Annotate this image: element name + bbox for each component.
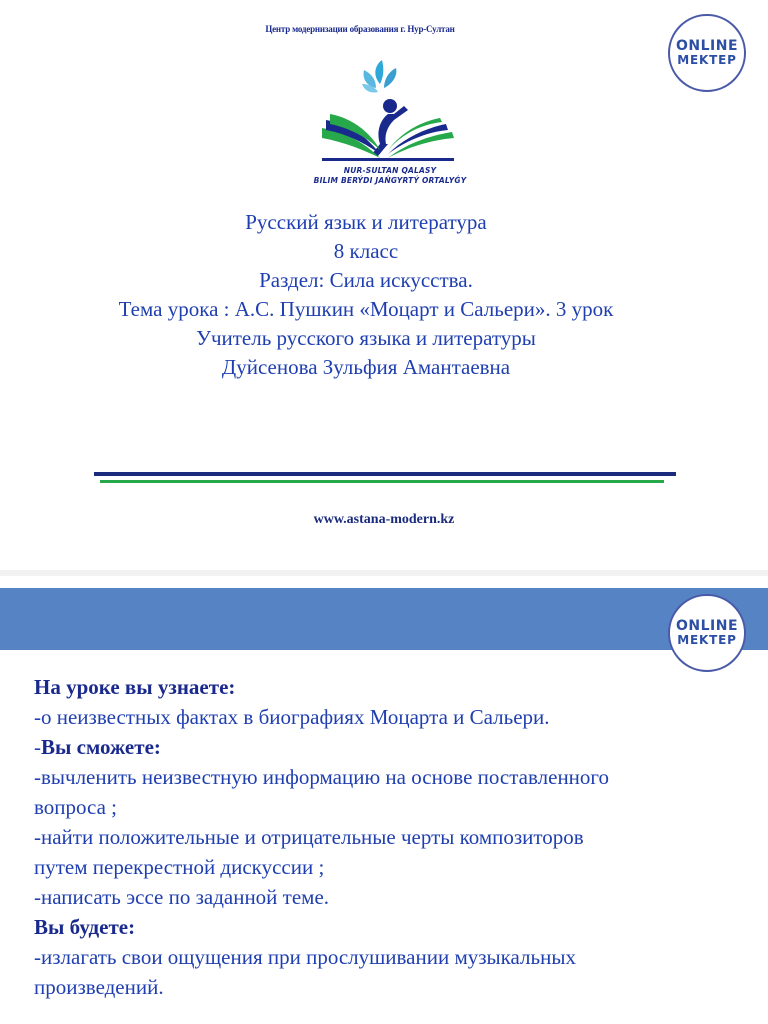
- logo-caption-line1: NUR-SULTAN QALASY: [343, 166, 437, 175]
- will-item-cont: произведений.: [34, 975, 164, 999]
- org-name: Центр модернизации образования г. Нур-Султан: [265, 24, 455, 34]
- learn-item: -о неизвестных фактах в биографиях Моцарта и Сальери.: [34, 705, 550, 729]
- header-band: [0, 588, 768, 650]
- will-item: -излагать свои ощущения при прослушивании музыкальных: [34, 945, 576, 969]
- website-link[interactable]: www.astana-modern.kz: [313, 512, 455, 527]
- badge-line2: MEKTEP: [677, 633, 737, 648]
- will-heading: Вы будете:: [34, 915, 136, 939]
- lesson-title-block: [40, 208, 692, 382]
- logo-caption: [300, 166, 480, 186]
- learn-heading: На уроке вы узнаете:: [34, 675, 236, 699]
- subject-title: Русский язык и литература: [245, 210, 487, 234]
- logo-caption-line2: BILIM BERÝDI JAŃGYRTÝ ORTALYǴY: [313, 176, 467, 185]
- badge-line2: MEKTEP: [677, 53, 737, 68]
- divider-green: [100, 480, 664, 483]
- teacher-name: Дуйсенова Зульфия Амантаевна: [221, 355, 511, 379]
- grade-label: 8 класс: [333, 239, 399, 263]
- open-book-tree-logo-icon: [318, 58, 458, 166]
- able-item-2: -найти положительные и отрицательные черты композиторов: [34, 825, 584, 849]
- badge-line1: ONLINE: [675, 38, 739, 55]
- objectives-text: [34, 672, 750, 1002]
- online-mektep-badge: [668, 14, 746, 92]
- able-item-2-cont: путем перекрестной дискуссии ;: [34, 855, 325, 879]
- able-item-1: -вычленить неизвестную информацию на основе поставленного: [34, 765, 610, 789]
- lesson-topic: Тема урока : А.С. Пушкин «Моцарт и Сальери». 3 урок: [118, 297, 614, 321]
- divider-blue: [94, 472, 676, 476]
- able-dash: -: [34, 735, 41, 759]
- online-mektep-badge: [668, 594, 746, 672]
- section-label: Раздел: Сила искусства.: [259, 268, 473, 292]
- objectives-slide: [0, 576, 768, 1024]
- badge-line1: ONLINE: [675, 618, 739, 635]
- able-item-3: -написать эссе по заданной теме.: [34, 885, 330, 909]
- able-heading: Вы сможете:: [41, 735, 161, 759]
- able-item-1-cont: вопроса ;: [34, 795, 118, 819]
- teacher-role: Учитель русского языка и литературы: [196, 326, 536, 350]
